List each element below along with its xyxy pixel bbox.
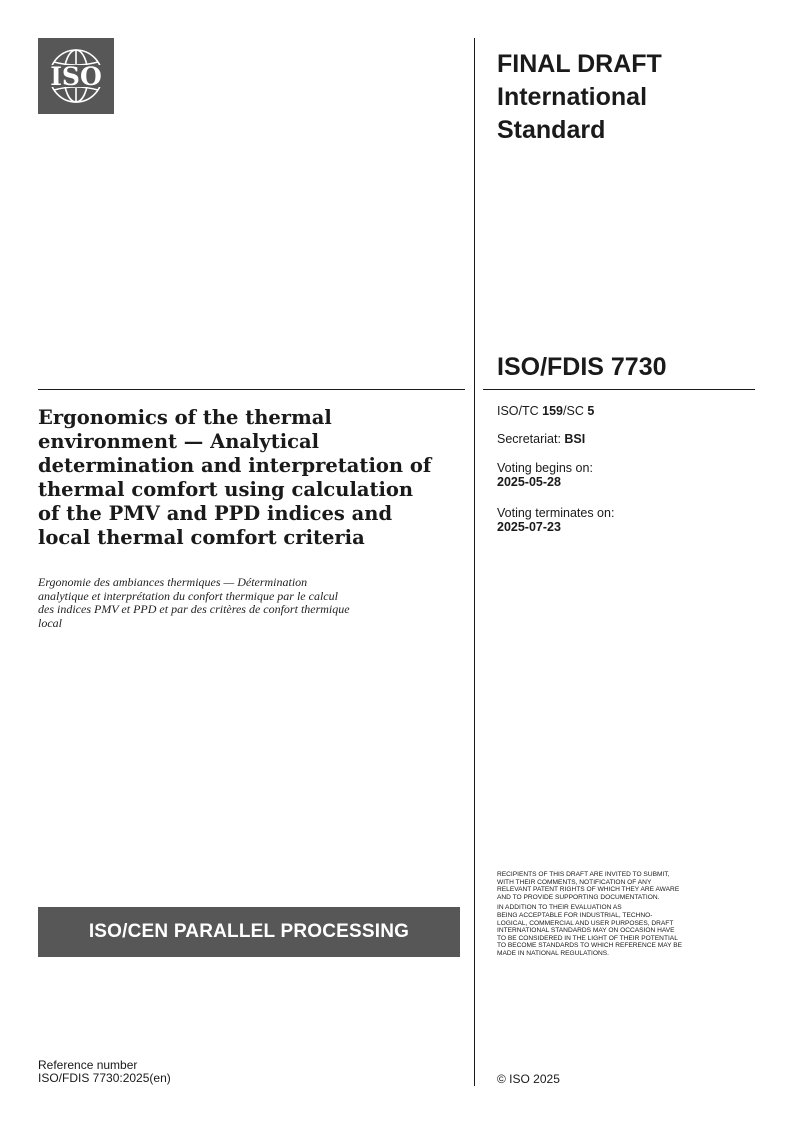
logo-text: ISO	[50, 62, 102, 91]
secretariat-label: Secretariat:	[497, 432, 565, 446]
notice-line: AND TO PROVIDE SUPPORTING DOCUMENTATION.	[497, 893, 660, 901]
title-line: thermal comfort using calculation	[38, 478, 414, 501]
parallel-processing-banner	[38, 907, 460, 957]
reference-number-label: Reference number	[38, 1058, 138, 1072]
french-title-line: Ergonomie des ambiances thermiques — Détermination	[38, 575, 308, 589]
committee-prefix: ISO/TC	[497, 404, 543, 418]
notice-line: BEING ACCEPTABLE FOR INDUSTRIAL, TECHNO-	[497, 911, 653, 919]
voting-terminates-label: Voting terminates on:	[497, 506, 615, 520]
doc-type-line: FINAL DRAFT	[497, 50, 662, 78]
committee-tc: 159	[542, 404, 564, 418]
voting-terminates-date: 2025-07-23	[497, 520, 561, 534]
doc-type-line: International	[497, 83, 648, 111]
notice-line: INTERNATIONAL STANDARDS MAY ON OCCASION HAVE	[497, 927, 675, 935]
notice-paragraph	[497, 904, 759, 957]
secretariat	[497, 432, 585, 446]
title-line: determination and interpretation of	[38, 454, 432, 477]
recipients-notice	[497, 871, 759, 961]
french-title-line: local	[38, 615, 62, 630]
iso-globe-icon	[38, 38, 114, 114]
title-line: local thermal comfort criteria	[38, 526, 365, 549]
committee	[497, 404, 594, 418]
copyright: © ISO 2025	[497, 1072, 560, 1086]
title-line: environment — Analytical	[38, 430, 320, 453]
french-title-line: des indices PMV et PPD et par des critères de confort thermique	[38, 602, 350, 616]
french-title-line: analytique et interprétation du confort thermique par le calcul	[38, 588, 338, 603]
main-title	[38, 406, 458, 550]
voting-begins	[497, 461, 593, 489]
secretariat-value: BSI	[564, 432, 586, 446]
voting-begins-label: Voting begins on:	[497, 461, 593, 475]
notice-line: RELEVANT PATENT RIGHTS OF WHICH THEY ARE AWARE	[497, 886, 680, 894]
document-type-heading	[497, 48, 757, 147]
voting-begins-date: 2025-05-28	[497, 475, 561, 489]
notice-paragraph	[497, 871, 759, 901]
title-line: of the PMV and PPD indices and	[38, 502, 393, 525]
horizontal-rule-right	[483, 389, 755, 390]
notice-line: WITH THEIR COMMENTS, NOTIFICATION OF ANY	[497, 878, 652, 886]
committee-sep: /SC	[563, 404, 588, 418]
notice-line: RECIPIENTS OF THIS DRAFT ARE INVITED TO SUBMIT,	[497, 871, 670, 878]
horizontal-rule-left	[38, 389, 465, 390]
vertical-divider	[474, 38, 475, 1086]
standard-number: ISO/FDIS 7730	[497, 353, 667, 381]
notice-line: LOGICAL, COMMERCIAL AND USER PURPOSES, DRAFT	[497, 919, 674, 927]
title-line: Ergonomics of the thermal	[38, 406, 332, 429]
notice-line: MADE IN NATIONAL REGULATIONS.	[497, 949, 609, 957]
voting-terminates	[497, 506, 614, 534]
iso-logo	[38, 38, 114, 114]
notice-line: TO BE CONSIDERED IN THE LIGHT OF THEIR POTENTIAL	[497, 934, 678, 942]
committee-sc: 5	[587, 404, 595, 418]
notice-line: IN ADDITION TO THEIR EVALUATION AS	[497, 904, 622, 912]
doc-type-line: Standard	[497, 116, 606, 144]
french-title	[38, 576, 458, 630]
reference-number-value: ISO/FDIS 7730:2025(en)	[38, 1071, 171, 1085]
banner-text: ISO/CEN PARALLEL PROCESSING	[88, 921, 410, 942]
notice-line: TO BECOME STANDARDS TO WHICH REFERENCE MAY BE	[497, 942, 683, 950]
